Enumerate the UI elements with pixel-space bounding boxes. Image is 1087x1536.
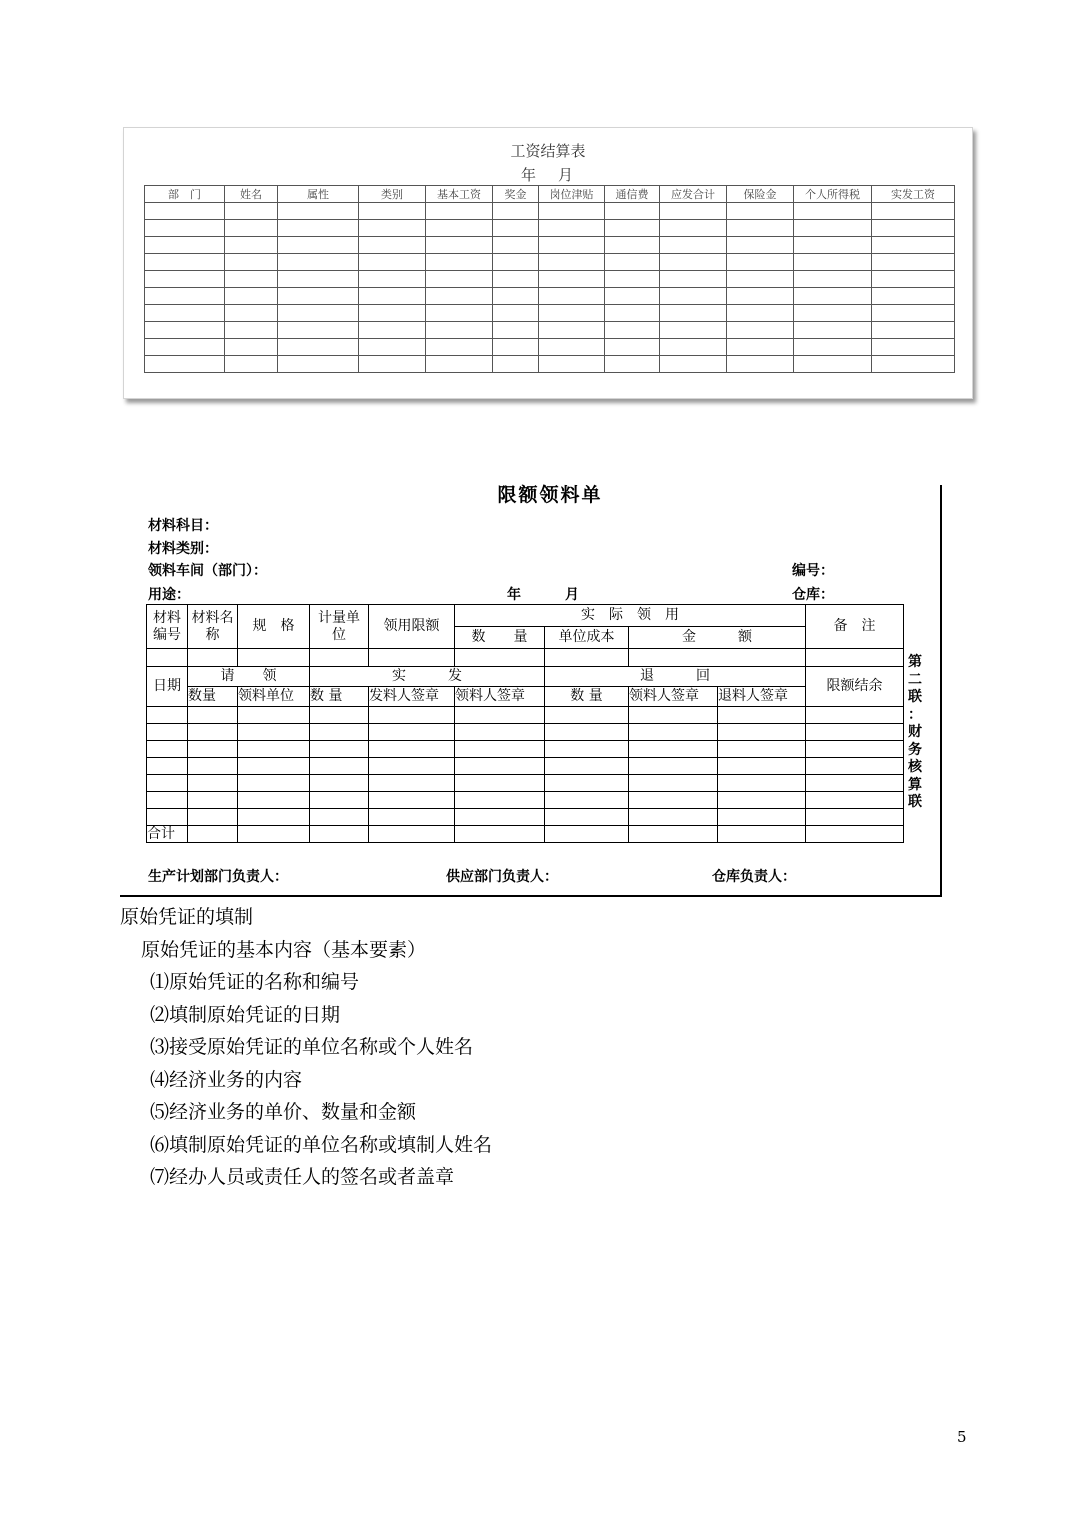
return-qty-header: 数 量 xyxy=(545,687,629,707)
wage-header-cell: 个人所得税 xyxy=(794,186,872,203)
form-empty-row xyxy=(147,809,904,826)
wage-empty-row xyxy=(145,339,955,356)
warehouse-sign-label: 仓库负责人： xyxy=(712,869,796,885)
return-header: 退 回 xyxy=(545,667,806,687)
issue-header: 实 发 xyxy=(310,667,545,687)
spec-header: 规 格 xyxy=(238,605,310,649)
wage-header-cell: 属性 xyxy=(278,186,359,203)
wage-table-date xyxy=(124,164,972,185)
purpose-label: 用途： xyxy=(148,587,190,603)
wage-header-cell: 通信费 xyxy=(605,186,660,203)
date-header: 日期 xyxy=(147,667,188,707)
wage-empty-row xyxy=(145,305,955,322)
form-header-row-1 xyxy=(147,605,904,627)
wage-header-cell: 姓名 xyxy=(225,186,278,203)
material-name-header: 材料名称 xyxy=(188,605,238,649)
wage-empty-row xyxy=(145,254,955,271)
form-year-label: 年 xyxy=(507,587,521,603)
material-no-header: 材料编号 xyxy=(147,605,188,649)
wage-settlement-figure xyxy=(123,127,973,399)
receiver-sign-header: 领料人签章 xyxy=(455,687,545,707)
wage-header-cell: 岗位津贴 xyxy=(539,186,605,203)
list-item: ⑴原始凭证的名称和编号 xyxy=(150,971,360,993)
wage-header-cell: 实发工资 xyxy=(872,186,955,203)
form-empty-row xyxy=(147,775,904,792)
form-empty-row xyxy=(147,792,904,809)
section-subheading: 原始凭证的基本内容（基本要素） xyxy=(141,939,427,961)
wage-header-cell: 部 门 xyxy=(145,186,225,203)
frame-bottom-line xyxy=(120,895,942,897)
material-category-label: 材料类别： xyxy=(148,541,218,557)
limit-header: 领用限额 xyxy=(369,605,455,649)
amount-header: 金 额 xyxy=(629,627,806,649)
wage-date-month: 月 xyxy=(558,166,576,184)
form-empty-row xyxy=(147,707,904,724)
limit-requisition-table xyxy=(146,604,904,843)
issue-qty-header: 数 量 xyxy=(310,687,369,707)
wage-date-year: 年 xyxy=(520,166,538,184)
copy-note: 第 二 联 ： 财 务 核 算 联 xyxy=(908,654,922,810)
wage-header-cell: 奖金 xyxy=(493,186,539,203)
quantity-header: 数 量 xyxy=(455,627,545,649)
section-heading: 原始凭证的填制 xyxy=(120,906,254,928)
warehouse-label: 仓库： xyxy=(792,587,834,603)
list-item: ⑸经济业务的单价、数量和金额 xyxy=(150,1101,417,1123)
request-qty-header: 数量 xyxy=(188,687,238,707)
page-number: 5 xyxy=(957,1428,967,1446)
list-item: ⑵填制原始凭证的日期 xyxy=(150,1004,341,1026)
material-subject-label: 材料科目： xyxy=(148,518,218,534)
form-subheader-row-2 xyxy=(147,687,904,707)
wage-table xyxy=(144,185,955,373)
form-blank-row xyxy=(147,649,904,667)
wage-empty-row xyxy=(145,203,955,220)
remark-header: 备 注 xyxy=(806,605,904,649)
frame-right-line xyxy=(940,485,942,897)
wage-header-cell: 基本工资 xyxy=(426,186,493,203)
limit-form-body xyxy=(147,707,904,826)
unit-cost-header: 单位成本 xyxy=(545,627,629,649)
wage-header-cell: 应发合计 xyxy=(660,186,727,203)
wage-table-body xyxy=(145,203,955,373)
form-empty-row xyxy=(147,741,904,758)
wage-empty-row xyxy=(145,237,955,254)
request-unit-header: 领料单位 xyxy=(238,687,310,707)
wage-empty-row xyxy=(145,356,955,373)
form-empty-row xyxy=(147,724,904,741)
list-item: ⑺经办人员或责任人的签名或者盖章 xyxy=(150,1166,455,1188)
returner-sign-header: 退料人签章 xyxy=(718,687,806,707)
wage-header-cell: 保险金 xyxy=(727,186,794,203)
limit-requisition-figure xyxy=(120,480,942,898)
workshop-label: 领料车间（部门）： xyxy=(148,563,267,579)
wage-table-title: 工资结算表 xyxy=(510,142,586,160)
total-row xyxy=(147,826,904,843)
wage-empty-row xyxy=(145,220,955,237)
wage-empty-row xyxy=(145,271,955,288)
plan-dept-sign-label: 生产计划部门负责人： xyxy=(148,869,288,885)
return-receiver-sign-header: 领料人签章 xyxy=(629,687,718,707)
form-month-label: 月 xyxy=(565,587,579,603)
issuer-sign-header: 发料人签章 xyxy=(369,687,455,707)
form-empty-row xyxy=(147,758,904,775)
total-label: 合计 xyxy=(147,826,188,843)
form-number-label: 编号： xyxy=(792,563,834,579)
limit-form-title: 限额领料单 xyxy=(497,484,603,506)
unit-header: 计量单位 xyxy=(310,605,369,649)
wage-header-row xyxy=(145,186,955,203)
wage-empty-row xyxy=(145,288,955,305)
wage-header-cell: 类别 xyxy=(359,186,426,203)
request-header: 请 领 xyxy=(188,667,310,687)
supply-dept-sign-label: 供应部门负责人： xyxy=(446,869,558,885)
form-subheader-row-1 xyxy=(147,667,904,687)
list-item: ⑷经济业务的内容 xyxy=(150,1069,303,1091)
limit-balance-header: 限额结余 xyxy=(806,667,904,707)
list-item: ⑹填制原始凭证的单位名称或填制人姓名 xyxy=(150,1134,493,1156)
actual-use-header: 实 际 领 用 xyxy=(455,605,806,627)
list-item: ⑶接受原始凭证的单位名称或个人姓名 xyxy=(150,1036,474,1058)
wage-empty-row xyxy=(145,322,955,339)
